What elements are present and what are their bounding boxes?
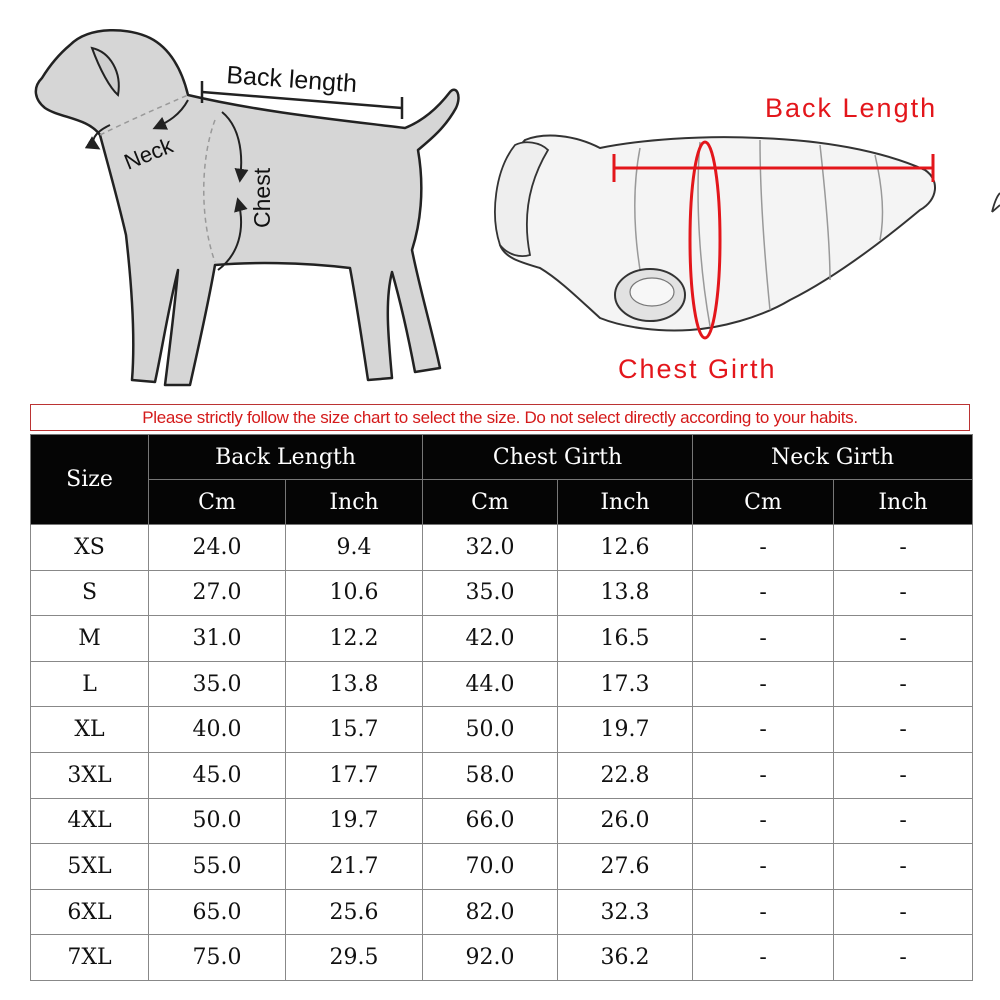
neck-girth-cm-cell: - — [693, 752, 834, 798]
neck-girth-inch-cell: - — [834, 661, 973, 707]
header-row-groups — [31, 435, 973, 480]
chest-girth-cm-cell: 42.0 — [423, 616, 558, 662]
neck-girth-cm-cell: - — [693, 798, 834, 844]
chest-girth-inch-cell: 16.5 — [558, 616, 693, 662]
back-length-cm-cell: 75.0 — [149, 935, 286, 981]
back-length-inch-cell: 13.8 — [286, 661, 423, 707]
chest-girth-inch-cell: 12.6 — [558, 525, 693, 571]
back-length-cm-cell: 35.0 — [149, 661, 286, 707]
chest-girth-inch-cell: 19.7 — [558, 707, 693, 753]
header-neck-girth: Neck Girth — [693, 435, 973, 480]
neck-girth-inch-cell: - — [834, 752, 973, 798]
back-length-inch-cell: 17.7 — [286, 752, 423, 798]
dog-chest-label: Chest — [249, 167, 275, 228]
header-size: Size — [31, 435, 149, 525]
size-cell: M — [31, 616, 149, 662]
coat-leg-hole-inner — [630, 278, 674, 306]
header-unit: Inch — [834, 480, 973, 525]
coat-back-length-label: Back Length — [765, 93, 938, 123]
neck-girth-inch-cell: - — [834, 844, 973, 890]
neck-girth-inch-cell: - — [834, 798, 973, 844]
back-length-cm-cell: 40.0 — [149, 707, 286, 753]
neck-girth-cm-cell: - — [693, 661, 834, 707]
table-row — [31, 616, 973, 662]
coat-illustration — [495, 93, 1000, 384]
neck-girth-inch-cell: - — [834, 525, 973, 571]
table-row — [31, 935, 973, 981]
chest-girth-cm-cell: 32.0 — [423, 525, 558, 571]
chest-girth-inch-cell: 26.0 — [558, 798, 693, 844]
neck-girth-cm-cell: - — [693, 525, 834, 571]
neck-girth-inch-cell: - — [834, 616, 973, 662]
header-row-units — [31, 480, 973, 525]
table-row — [31, 844, 973, 890]
table-row — [31, 707, 973, 753]
neck-girth-cm-cell: - — [693, 570, 834, 616]
header-unit: Cm — [149, 480, 286, 525]
back-length-cm-cell: 50.0 — [149, 798, 286, 844]
neck-girth-cm-cell: - — [693, 935, 834, 981]
header-unit: Cm — [693, 480, 834, 525]
size-chart-table — [30, 434, 973, 981]
back-length-inch-cell: 29.5 — [286, 935, 423, 981]
back-length-inch-cell: 9.4 — [286, 525, 423, 571]
back-length-inch-cell: 25.6 — [286, 889, 423, 935]
header-unit: Cm — [423, 480, 558, 525]
neck-girth-inch-cell: - — [834, 570, 973, 616]
header-unit: Inch — [558, 480, 693, 525]
chest-girth-cm-cell: 92.0 — [423, 935, 558, 981]
dog-illustration — [36, 30, 459, 385]
header-unit: Inch — [286, 480, 423, 525]
size-cell: 3XL — [31, 752, 149, 798]
size-cell: S — [31, 570, 149, 616]
back-length-cm-cell: 45.0 — [149, 752, 286, 798]
back-length-inch-cell: 19.7 — [286, 798, 423, 844]
neck-girth-inch-cell: - — [834, 707, 973, 753]
table-body — [31, 525, 973, 981]
size-cell: XS — [31, 525, 149, 571]
size-notice: Please strictly follow the size chart to select the size. Do not select directly according to your habits. — [30, 404, 970, 431]
back-length-inch-cell: 15.7 — [286, 707, 423, 753]
neck-girth-cm-cell: - — [693, 844, 834, 890]
chest-girth-cm-cell: 66.0 — [423, 798, 558, 844]
table-row — [31, 752, 973, 798]
chest-girth-inch-cell: 36.2 — [558, 935, 693, 981]
table-row — [31, 525, 973, 571]
chest-girth-inch-cell: 17.3 — [558, 661, 693, 707]
chest-girth-cm-cell: 44.0 — [423, 661, 558, 707]
neck-girth-cm-cell: - — [693, 707, 834, 753]
back-length-inch-cell: 21.7 — [286, 844, 423, 890]
neck-girth-inch-cell: - — [834, 935, 973, 981]
dog-neck-label: Neck — [120, 132, 177, 175]
table-row — [31, 570, 973, 616]
chest-girth-inch-cell: 22.8 — [558, 752, 693, 798]
back-length-cm-cell: 27.0 — [149, 570, 286, 616]
chest-girth-cm-cell: 58.0 — [423, 752, 558, 798]
neck-girth-cm-cell: - — [693, 616, 834, 662]
table-row — [31, 798, 973, 844]
size-cell: 5XL — [31, 844, 149, 890]
back-length-cm-cell: 55.0 — [149, 844, 286, 890]
illustration-svg — [0, 0, 1000, 405]
size-cell: 6XL — [31, 889, 149, 935]
chest-girth-inch-cell: 13.8 — [558, 570, 693, 616]
neck-girth-cm-cell: - — [693, 889, 834, 935]
coat-chest-girth-label: Chest Girth — [618, 354, 777, 384]
chest-girth-inch-cell: 27.6 — [558, 844, 693, 890]
size-cell: XL — [31, 707, 149, 753]
dog-back-length-label: Back length — [225, 61, 358, 99]
chest-girth-cm-cell: 70.0 — [423, 844, 558, 890]
table-row — [31, 661, 973, 707]
chest-girth-cm-cell: 82.0 — [423, 889, 558, 935]
size-cell: 4XL — [31, 798, 149, 844]
back-length-inch-cell: 12.2 — [286, 616, 423, 662]
table-header — [31, 435, 973, 525]
header-chest-girth: Chest Girth — [423, 435, 693, 480]
size-cell: L — [31, 661, 149, 707]
back-length-cm-cell: 31.0 — [149, 616, 286, 662]
back-length-cm-cell: 24.0 — [149, 525, 286, 571]
measurement-illustration — [0, 0, 1000, 405]
back-length-cm-cell: 65.0 — [149, 889, 286, 935]
chest-girth-cm-cell: 50.0 — [423, 707, 558, 753]
chest-girth-inch-cell: 32.3 — [558, 889, 693, 935]
edge-arrow-icon — [992, 193, 1000, 212]
neck-girth-inch-cell: - — [834, 889, 973, 935]
back-length-inch-cell: 10.6 — [286, 570, 423, 616]
table-row — [31, 889, 973, 935]
chest-girth-cm-cell: 35.0 — [423, 570, 558, 616]
size-cell: 7XL — [31, 935, 149, 981]
header-back-length: Back Length — [149, 435, 423, 480]
